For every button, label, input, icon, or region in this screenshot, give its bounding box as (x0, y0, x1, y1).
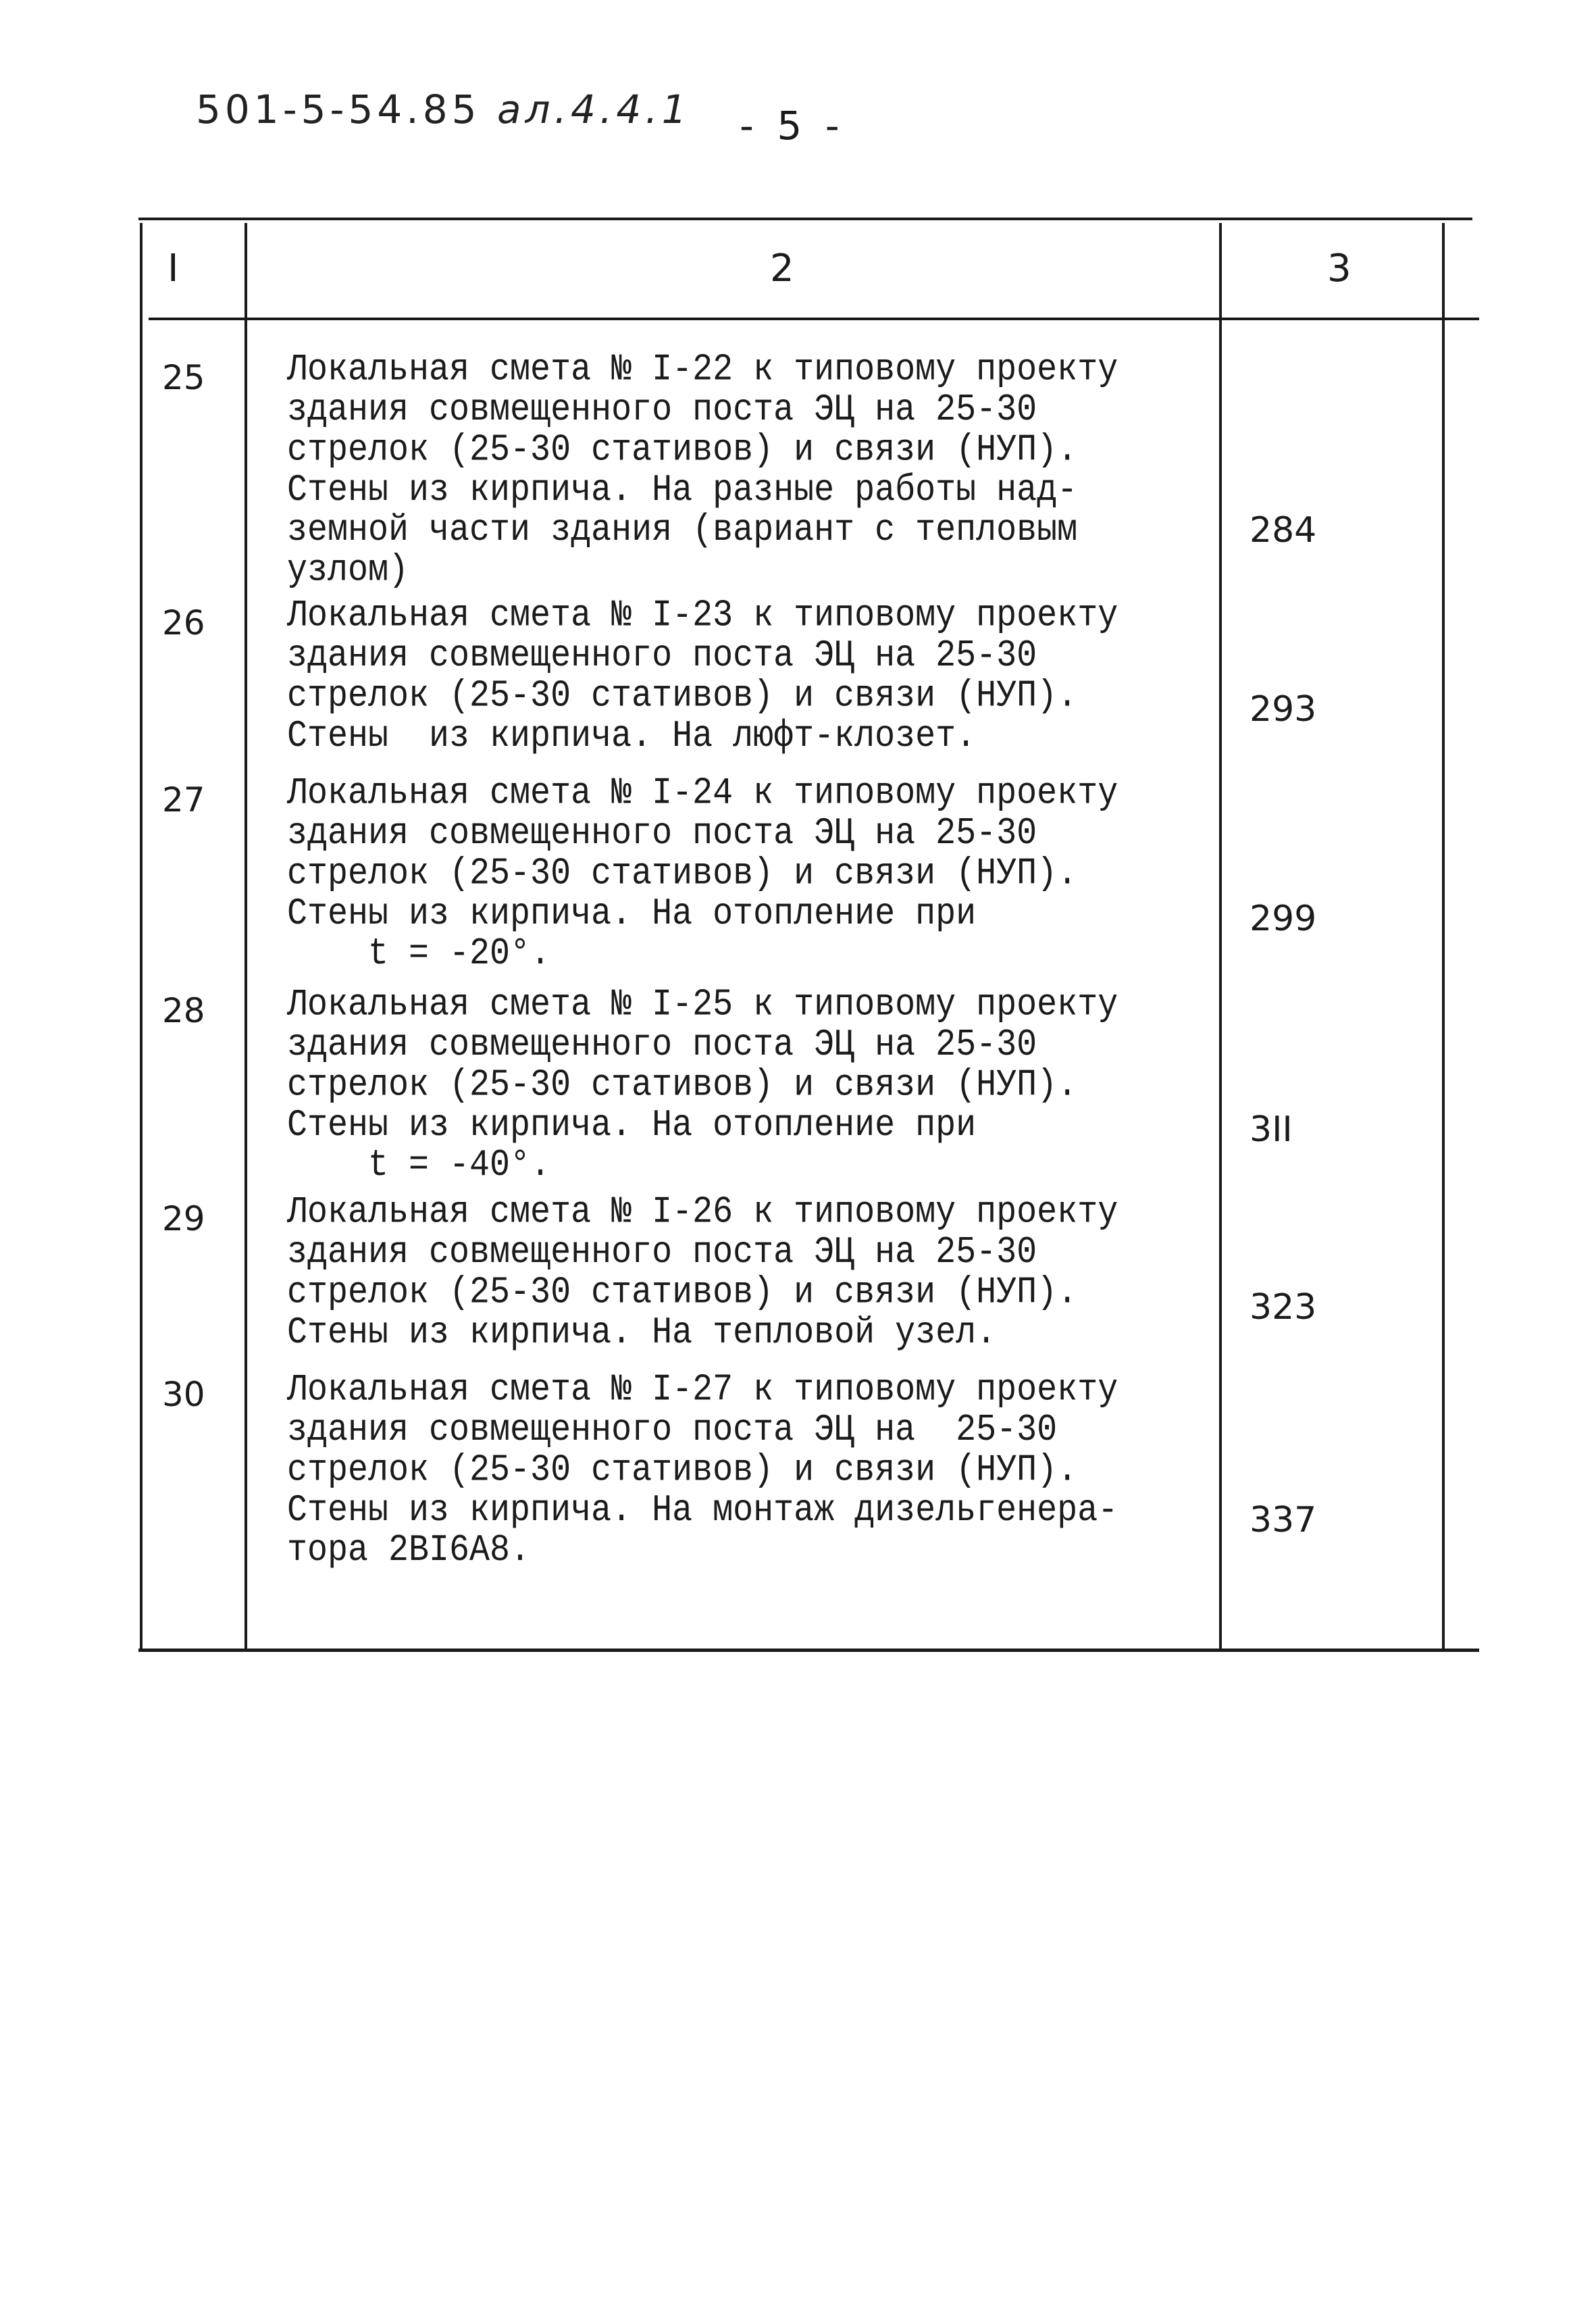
column-divider-2 (1219, 223, 1222, 1650)
table-row-description: Локальная смета № I-26 к типовому проекту здания совмещенного поста ЭЦ на 25-30 стрелок (25-30 стативов) и связи (НУП). Стены из кирпича. На тепловой узел. (287, 1190, 1118, 1355)
table-row-number: 29 (162, 1199, 205, 1238)
table-bottom-border (138, 1649, 1479, 1652)
table-row-page: 3II (1250, 1109, 1293, 1150)
document-code-number: 501-5-54.85 (196, 86, 481, 132)
table-row-number: 25 (162, 358, 205, 397)
table-row-number: 28 (162, 991, 205, 1030)
table-row-page: 337 (1250, 1500, 1317, 1540)
column-divider-1 (244, 223, 247, 1650)
table-row-number: 30 (162, 1375, 205, 1414)
table-row-description: Локальная смета № I-24 к типовому проекту здания совмещенного поста ЭЦ на 25-30 стрелок (25-30 стативов) и связи (НУП). Стены из кирпича. На отопление при t = -20°. (287, 772, 1118, 976)
table-row-description: Локальная смета № I-22 к типовому проекту здания совмещенного поста ЭЦ на 25-30 стрелок (25-30 стативов) и связи (НУП). Стены из кирпича. На разные работы над- земной части здания (вариант с тепловым узлом) (287, 348, 1118, 593)
table-top-border (138, 218, 1472, 220)
column-header-3: 3 (1327, 247, 1352, 291)
table-row-page: 284 (1250, 510, 1317, 551)
table-row-description: Локальная смета № I-23 к типовому проекту здания совмещенного поста ЭЦ на 25-30 стрелок (25-30 стативов) и связи (НУП). Стены из кирпича. На люфт-клозет. (287, 594, 1118, 758)
page-number: - 5 - (740, 103, 845, 149)
table-row-number: 27 (162, 780, 205, 820)
table-row-description: Локальная смета № I-27 к типовому проекту здания совмещенного поста ЭЦ на 25-30 стрелок (25-30 стативов) и связи (НУП). Стены из кирпича. На монтаж дизельгенера- тора 2ВI6А8. (287, 1368, 1118, 1573)
header-separator (149, 318, 1479, 320)
column-header-1: I (168, 247, 179, 291)
table-row-number: 26 (162, 603, 205, 643)
table-left-border (140, 223, 143, 1650)
document-code (196, 86, 691, 132)
table-row-page: 293 (1250, 689, 1317, 730)
handwritten-annotation: ал.4.4.1 (496, 86, 691, 132)
column-header-2: 2 (770, 247, 794, 291)
table-row-page: 323 (1250, 1287, 1317, 1328)
table-right-border (1442, 223, 1445, 1650)
table-row-description: Локальная смета № I-25 к типовому проекту здания совмещенного поста ЭЦ на 25-30 стрелок (25-30 стативов) и связи (НУП). Стены из кирпича. На отопление при t = -40°. (287, 983, 1118, 1188)
table-row-page: 299 (1250, 899, 1317, 939)
